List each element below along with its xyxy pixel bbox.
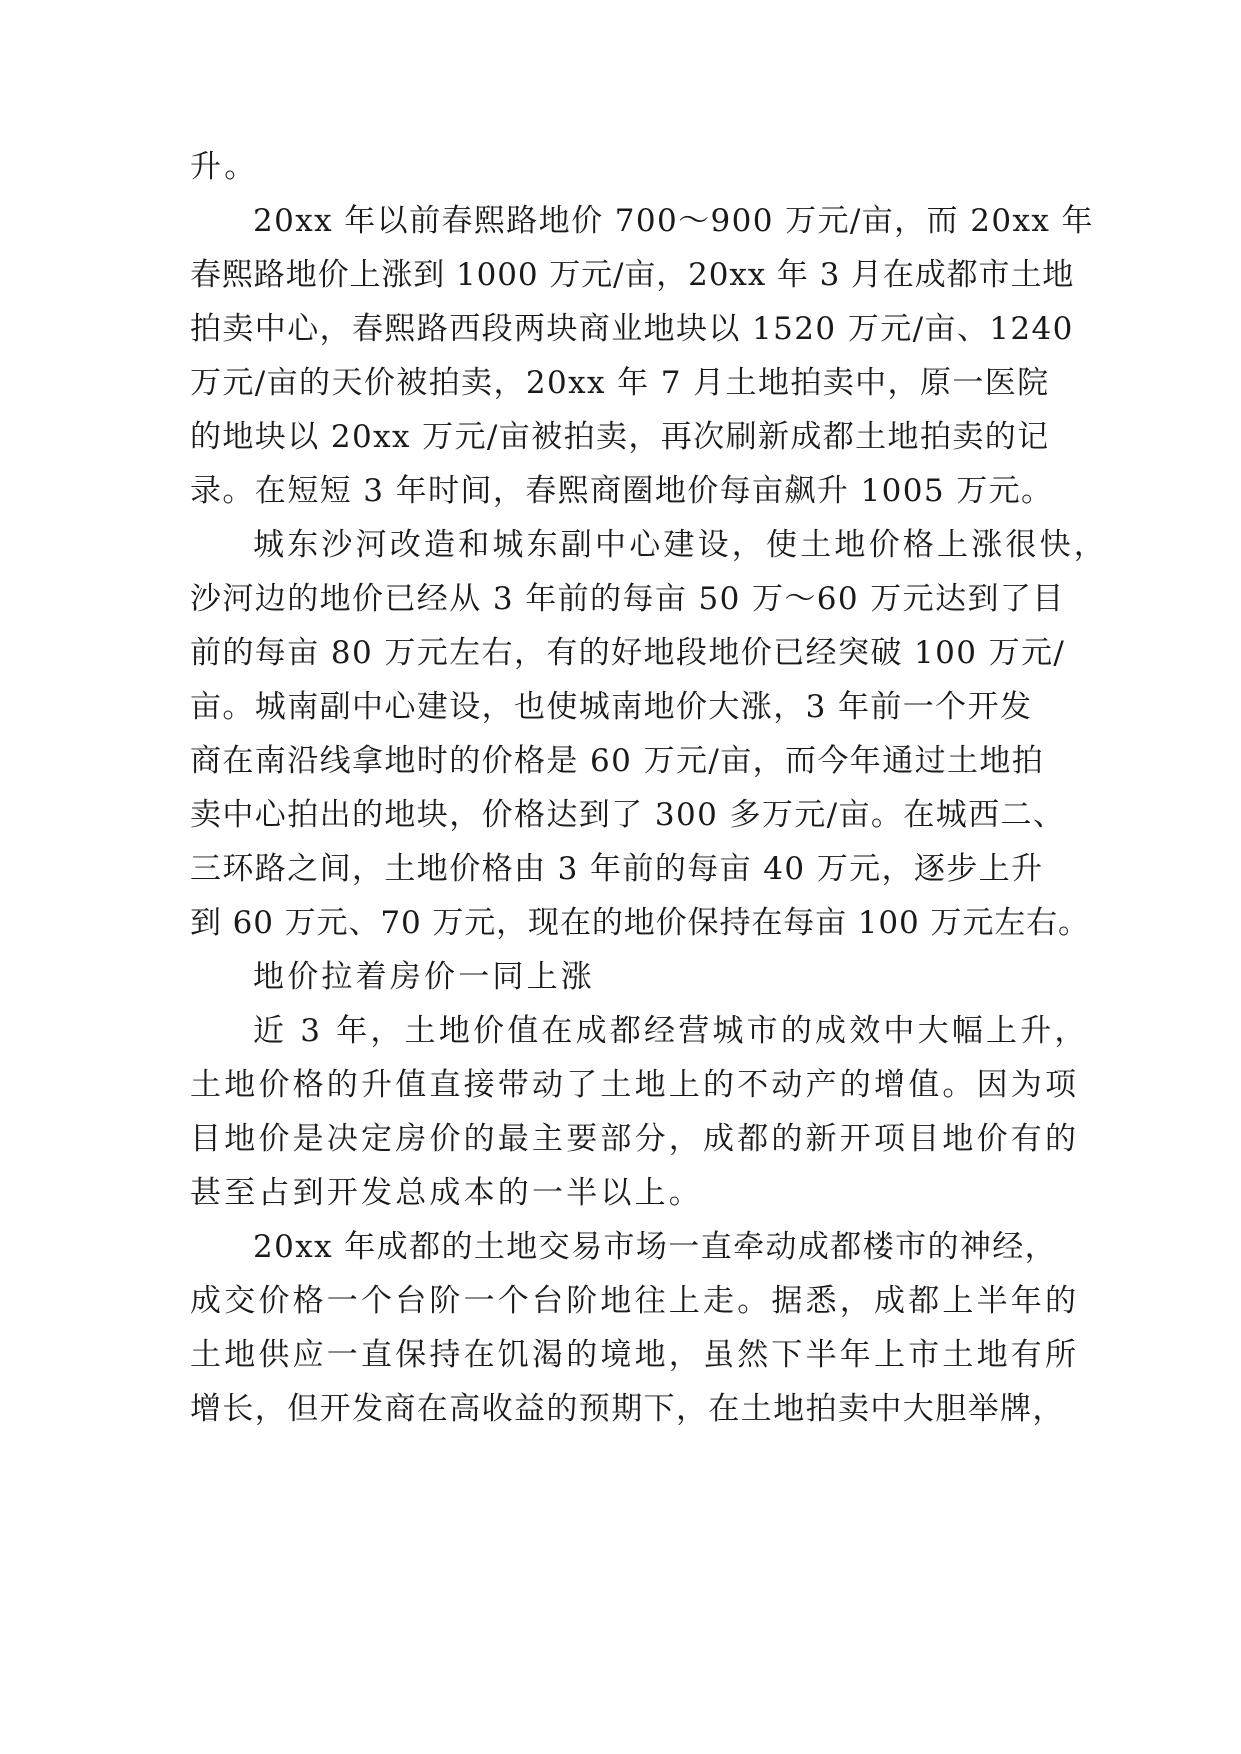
text-line: 土地供应一直保持在饥渴的境地，虽然下半年上市土地有所 (190, 1337, 1080, 1373)
text-line: 土地价格的升值直接带动了土地上的不动产的增值。因为项 (190, 1067, 1080, 1103)
text-line: 目地价是决定房价的最主要部分，成都的新开项目地价有的 (190, 1121, 1080, 1157)
text-line: 沙河边的地价已经从 3 年前的每亩 50 万～60 万元达到了目 (190, 581, 1065, 617)
paragraph-first-line: 20xx 年成都的土地交易市场一直牵动成都楼市的神经， (253, 1229, 1058, 1265)
text-line: 春熙路地价上涨到 1000 万元/亩，20xx 年 3 月在成都市土地 (190, 257, 1075, 293)
text-line: 亩。城南副中心建设，也使城南地价大涨，3 年前一个开发 (190, 689, 1033, 725)
section-heading: 地价拉着房价一同上涨 (253, 959, 595, 995)
text-line: 录。在短短 3 年时间，春熙商圈地价每亩飙升 1005 万元。 (190, 473, 1054, 509)
text-line: 成交价格一个台阶一个台阶地往上走。据悉，成都上半年的 (190, 1283, 1080, 1319)
text-line: 卖中心拍出的地块，价格达到了 300 多万元/亩。在城西二、 (190, 797, 1066, 833)
text-line: 商在南沿线拿地时的价格是 60 万元/亩，而今年通过土地拍 (190, 743, 1045, 779)
paragraph-first-line: 20xx 年以前春熙路地价 700～900 万元/亩，而 20xx 年 (253, 203, 1094, 239)
paragraph-first-line: 城东沙河改造和城东副中心建设，使土地价格上涨很快， (253, 527, 1108, 563)
paragraph-first-line: 近 3 年，土地价值在成都经营城市的成效中大幅上升， (253, 1013, 1089, 1049)
text-line: 增长，但开发商在高收益的预期下，在土地拍卖中大胆举牌， (190, 1391, 1065, 1427)
text-line: 的地块以 20xx 万元/亩被拍卖，再次刷新成都土地拍卖的记 (190, 419, 1050, 455)
text-line: 三环路之间，土地价格由 3 年前的每亩 40 万元，逐步上升 (190, 851, 1044, 887)
text-line: 甚至占到开发总成本的一半以上。 (190, 1175, 703, 1211)
text-line: 万元/亩的天价被拍卖，20xx 年 7 月土地拍卖中，原一医院 (190, 365, 1050, 401)
text-line: 到 60 万元、70 万元，现在的地价保持在每亩 100 万元左右。 (190, 905, 1090, 941)
text-line: 拍卖中心，春熙路西段两块商业地块以 1520 万元/亩、1240 (190, 311, 1074, 347)
text-line: 升。 (190, 149, 259, 185)
text-line: 前的每亩 80 万元左右，有的好地段地价已经突破 100 万元/ (190, 635, 1066, 671)
